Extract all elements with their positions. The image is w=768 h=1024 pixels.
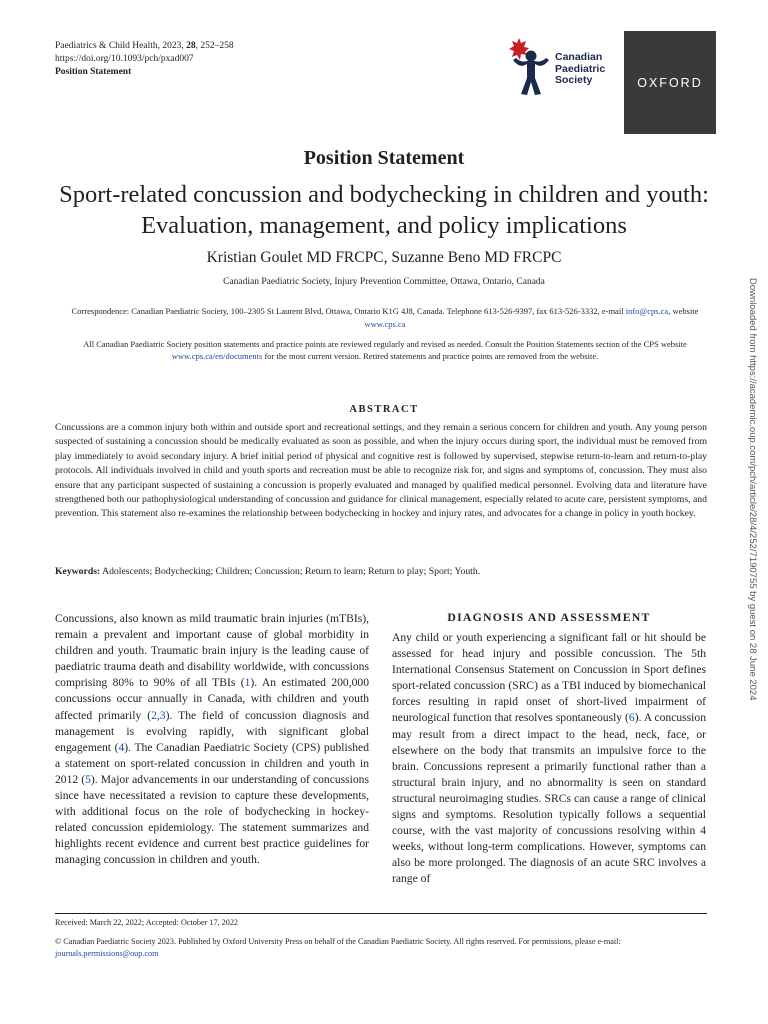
section-heading: DIAGNOSIS AND ASSESSMENT [447,610,651,624]
author-list: Kristian Goulet MD FRCPC, Suzanne Beno MD FRCPC [206,249,562,266]
download-watermark: Downloaded from https://academic.oup.com/pch/article/28/4/252/7190755 by guest on 28 June 2024 [747,278,758,701]
diagnosis-paragraph: Any child or youth experiencing a significant fall or hit should be assessed for head injury and possible concussion. The 5th International Consensus Statement on Concussion in Sport defines sport-related concussion (SRC) as a TBI induced by biomechanical forces resulting in rapid onset of short-lived impairment of neurological function that resolves spontaneously (6). A concussion may result from a direct impact to the head, neck, face, or elsewhere on the body that transmits an impulsive force to the brain. Concussions represent a primarily functional rather than a structural brain injury, and no abnormality is seen on standard structural neuroimaging studies. SRCs can cause a range of clinical signs and symptoms. Resolution typically follows a sequential course, with the vast majority of concussions resolving within 4 weeks, without long-term complications. However, symptoms can also be more prolonged. The diagnosis of an acute SRC involves a range of [392,631,706,886]
citation-link[interactable]: 4 [118,740,125,754]
email-link[interactable]: info@cps.ca [625,306,669,316]
citation-link[interactable]: 6 [628,711,635,725]
doi-link[interactable]: https://doi.org/10.1093/pch/pxad007 [55,54,194,64]
article-type: Position Statement [55,67,132,77]
keywords-label: Keywords: [55,566,101,577]
citation-link[interactable]: 5 [85,772,91,786]
journal-header [55,40,234,79]
abstract-text: Concussions are a common injury both within and outside sport and recreational settings, and they remain a serious concern for children and youth. Any young person suspected of sustaining a concussion should be medically evaluated as soon as possible, and when the injury occurs during sport, the individual must be removed from play immediately to avoid secondary injury. A brief initial period of physical and cognitive rest is followed by supervised, stepwise return-to-learn and return-to-play protocols. All individuals involved in child and youth sports and recreation must be able to recognize risk for, and signs and symptoms of, concussion. They must also ensure that any participant suspected of sustaining a concussion is properly evaluated and managed by qualified medical personnel. Evolving data and literature have strengthened both our pathophysiological understanding of concussion and guidance for clinical management, especially related to acute care, persistent symptoms, and prevention. This statement also re-examines the relationship between bodychecking in hockey and injury rates, and advocates for a change in policy in youth hockey. [55,422,707,520]
affiliation: Canadian Paediatric Society, Injury Prevention Committee, Ottawa, Ontario, Canada [223,277,545,287]
citation-link[interactable]: 2,3 [151,708,166,722]
journal-citation: Paediatrics & Child Health, 2023, 28, 252–258 [55,41,234,51]
keywords [55,566,707,577]
article-title: Sport-related concussion and bodychecking in children and youth: Evaluation, management, and policy implications [59,181,709,239]
review-notice: All Canadian Paediatric Society position statements and practice points are reviewed regularly and revised as needed. Consult the Position Statements section of the CPS website www.cps.ca/en/documents for the most current version. Retired statements and practice points are removed from the website. [83,339,687,361]
cps-figure-icon [505,34,555,100]
footer-divider [55,913,707,914]
keywords-list: Adolescents; Bodychecking; Children; Concussion; Return to learn; Return to play; Sport; Youth. [100,566,481,577]
documents-link[interactable]: www.cps.ca/en/documents [171,351,263,361]
copyright-notice: © Canadian Paediatric Society 2023. Published by Oxford University Press on behalf of the Canadian Paediatric Society. All rights reserved. For permissions, please e-mail: journals.permissions@oup.com [55,937,621,958]
cps-logo-text: Canadian Paediatric Society [555,51,606,86]
received-dates: Received: March 22, 2022; Accepted: October 17, 2022 [55,918,239,927]
citation-link[interactable]: 1 [244,676,251,690]
statement-kind: Position Statement [303,147,465,169]
permissions-email-link[interactable]: journals.permissions@oup.com [55,949,159,958]
correspondence: Correspondence: Canadian Paediatric Society, 100–2305 St Laurent Blvd, Ottawa, Ontario K1G 4J8, Canada. Telephone 613-526-9397, fax 613-526-3332, e-mail info@cps.ca, website www.cps.ca [71,306,699,329]
oxford-logo: OXFORD [624,31,716,134]
abstract-heading: ABSTRACT [349,404,419,415]
journal-volume: 28 [186,41,196,51]
website-link[interactable]: www.cps.ca [364,319,406,329]
intro-paragraph: Concussions, also known as mild traumatic brain injuries (mTBIs), remain a prevalent and important cause of global morbidity in children and youth. Traumatic brain injury is the leading cause of paediatric trauma death and disability worldwide, with concussions comprising 80% to 90% of all TBIs (1). An estimated 200,000 concussions occur annually in Canada, with children and youth affected primarily (2,3). The field of concussion diagnosis and management is evolving rapidly, with significant global engagement (4). The Canadian Paediatric Society (CPS) published a statement on sport-related concussion in children and youth in 2012 (5). Major advancements in our understanding of concussions since have necessitated a revision to capture these developments, with additional focus on the role of bodychecking in hockey-related concussion epidemiology. The statement summarizes and highlights recent evidence and current best practice guidelines for managing concussion in children and youth. [55,612,369,867]
